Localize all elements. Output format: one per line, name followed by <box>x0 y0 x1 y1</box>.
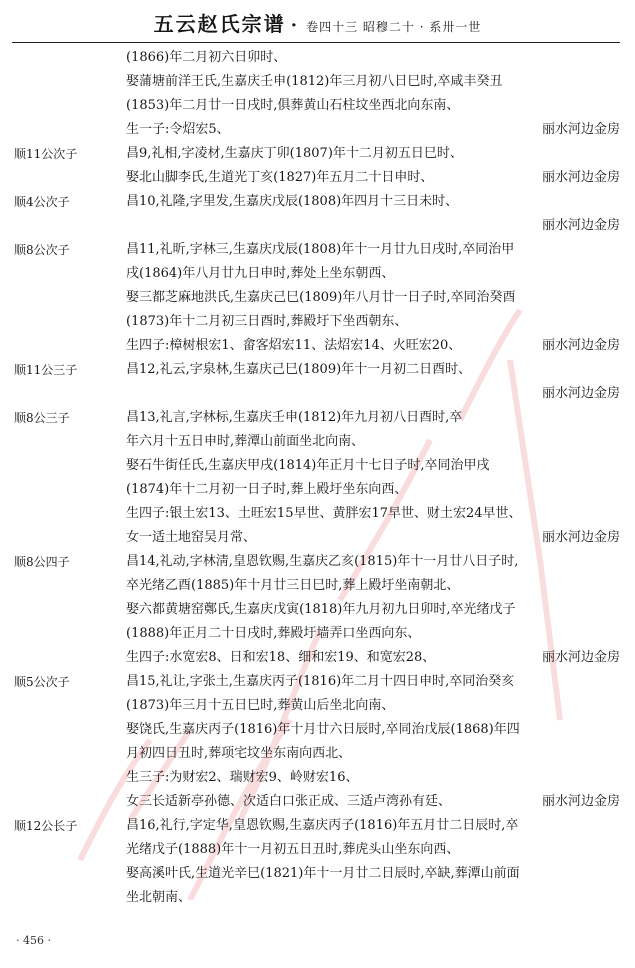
branch-label: 顺8公次子 <box>14 243 70 257</box>
branch-house-note: 丽水河边金房 <box>541 170 620 185</box>
entry-line: 昌13,礼言,字林标,生嘉庆壬申(1812)年九月初八日酉时,卒 <box>126 410 463 425</box>
page-number: · 456 · <box>16 934 51 947</box>
entry-line: 娶蒲塘前洋王氏,生嘉庆壬申(1812)年三月初八日巳时,卒咸丰癸丑 <box>126 74 503 89</box>
branch-house-note: 丽水河边金房 <box>541 338 620 353</box>
entry-line: 娶三都芝麻地洪氏,生嘉庆己巳(1809)年八月廿一日子时,卒同治癸酉 <box>126 290 516 305</box>
entry-line: 坐北朝南、 <box>126 890 192 905</box>
branch-label: 顺4公次子 <box>14 195 70 209</box>
entry-line: 昌15,礼让,字张土,生嘉庆丙子(1816)年二月十四日申时,卒同治癸亥 <box>126 674 515 689</box>
branch-house-note: 丽水河边金房 <box>541 122 620 137</box>
entry-line: (1866)年二月初六日卯时、 <box>126 50 287 65</box>
entry-line: (1873)年三月十五日巳时,葬黄山后坐北向南、 <box>126 698 395 713</box>
entry-line: (1853)年二月廿一日戌时,俱葬黄山石柱坟坐西北向东南、 <box>126 98 460 113</box>
entry-line: 年六月十五日申时,葬潭山前面坐北向南、 <box>126 434 365 449</box>
entry-line: 生四子:樟树根宏1、畲客炤宏11、法炤宏14、火旺宏20、 <box>126 338 462 353</box>
branch-house-note: 丽水河边金房 <box>541 650 620 665</box>
branch-house-note: 丽水河边金房 <box>541 794 620 809</box>
entry-line: 娶北山脚李氏,生道光丁亥(1827)年五月二十日申时、 <box>126 170 434 185</box>
entry-line: 昌12,礼云,字泉林,生嘉庆己巳(1809)年十一月初二日酉时、 <box>126 362 472 377</box>
entry-line: 娶饶氏,生嘉庆丙子(1816)年十月廿六日辰时,卒同治戊辰(1868)年四 <box>126 722 520 737</box>
entry-line: 昌9,礼相,字凌材,生嘉庆丁卯(1807)年十二月初五日巳时、 <box>126 146 463 161</box>
entry-line: 女三长适新亭孙德、次适白口张正成、三适卢湾孙有廷、 <box>126 794 452 809</box>
branch-house-note: 丽水河边金房 <box>541 530 620 545</box>
title-separator: · <box>290 15 297 36</box>
entry-line: 生一子:令炤宏5、 <box>126 122 230 137</box>
entry-line: (1888)年正月二十日戌时,葬殿圩墙弄口坐西向东、 <box>126 626 421 641</box>
entry-line: 生四子:银土宏13、土旺宏15早世、黄胖宏17早世、财土宏24早世、 <box>126 506 522 521</box>
entry-line: (1873)年十二月初三日酉时,葬殿圩下坐西朝东、 <box>126 314 408 329</box>
entry-line: 昌14,礼动,字林淸,皇恩钦赐,生嘉庆乙亥(1815)年十一月廿八日子时, <box>126 554 519 569</box>
branch-label: 顺8公三子 <box>14 411 70 425</box>
book-title: 五云赵氏宗谱 <box>153 12 286 36</box>
header-rule <box>12 42 620 43</box>
branch-label: 顺11公三子 <box>14 363 78 377</box>
entry-line: 昌11,礼昕,字林三,生嘉庆戊辰(1808)年十一月廿九日戌时,卒同治甲 <box>126 242 515 257</box>
branch-house-note: 丽水河边金房 <box>541 386 620 401</box>
entry-line: 昌16,礼行,字定华,皇恩钦赐,生嘉庆丙子(1816)年五月廿二日辰时,卒 <box>126 818 519 833</box>
entry-line: 戌(1864)年八月廿九日申时,葬处上坐东朝西、 <box>126 266 395 281</box>
entry-line: 昌10,礼隆,字里发,生嘉庆戊辰(1808)年四月十三日未时、 <box>126 194 459 209</box>
branch-label: 顺12公长子 <box>14 819 78 833</box>
branch-house-note: 丽水河边金房 <box>541 218 620 233</box>
branch-label: 顺11公次子 <box>14 147 78 161</box>
entry-line: 女一适土地窑吴月常、 <box>126 530 257 545</box>
branch-label: 顺5公次子 <box>14 675 70 689</box>
page-header <box>0 8 635 42</box>
volume-subtitle: 卷四十三 昭穆二十 · 系卅一世 <box>306 20 482 34</box>
entry-line: 月初四日丑时,葬项宅坟坐东南向西北、 <box>126 746 352 761</box>
entry-line: (1874)年十二月初一日子时,葬上殿圩坐东向西、 <box>126 482 408 497</box>
entry-line: 生四子:水宽宏8、日和宏18、细和宏19、和宽宏28、 <box>126 650 436 665</box>
entry-line: 卒光绪乙酉(1885)年十月廿三日巳时,葬上殿圩坐南朝北、 <box>126 578 460 593</box>
entry-line: 生三子:为财宏2、瑞财宏9、岭财宏16、 <box>126 770 359 785</box>
entry-line: 娶石牛街任氏,生嘉庆甲戌(1814)年正月十七日子时,卒同治甲戌 <box>126 458 490 473</box>
entry-line: 娶高溪叶氏,生道光辛巳(1821)年十一月廿二日辰时,卒缺,葬潭山前面 <box>126 866 520 881</box>
branch-label: 顺8公四子 <box>14 555 70 569</box>
entry-line: 娶六都黄塘窑鄭氏,生嘉庆戊寅(1818)年九月初九日卯时,卒光绪戊子 <box>126 602 516 617</box>
entry-line: 光绪戊子(1888)年十一月初五日丑时,葬虎头山坐东向西、 <box>126 842 460 857</box>
